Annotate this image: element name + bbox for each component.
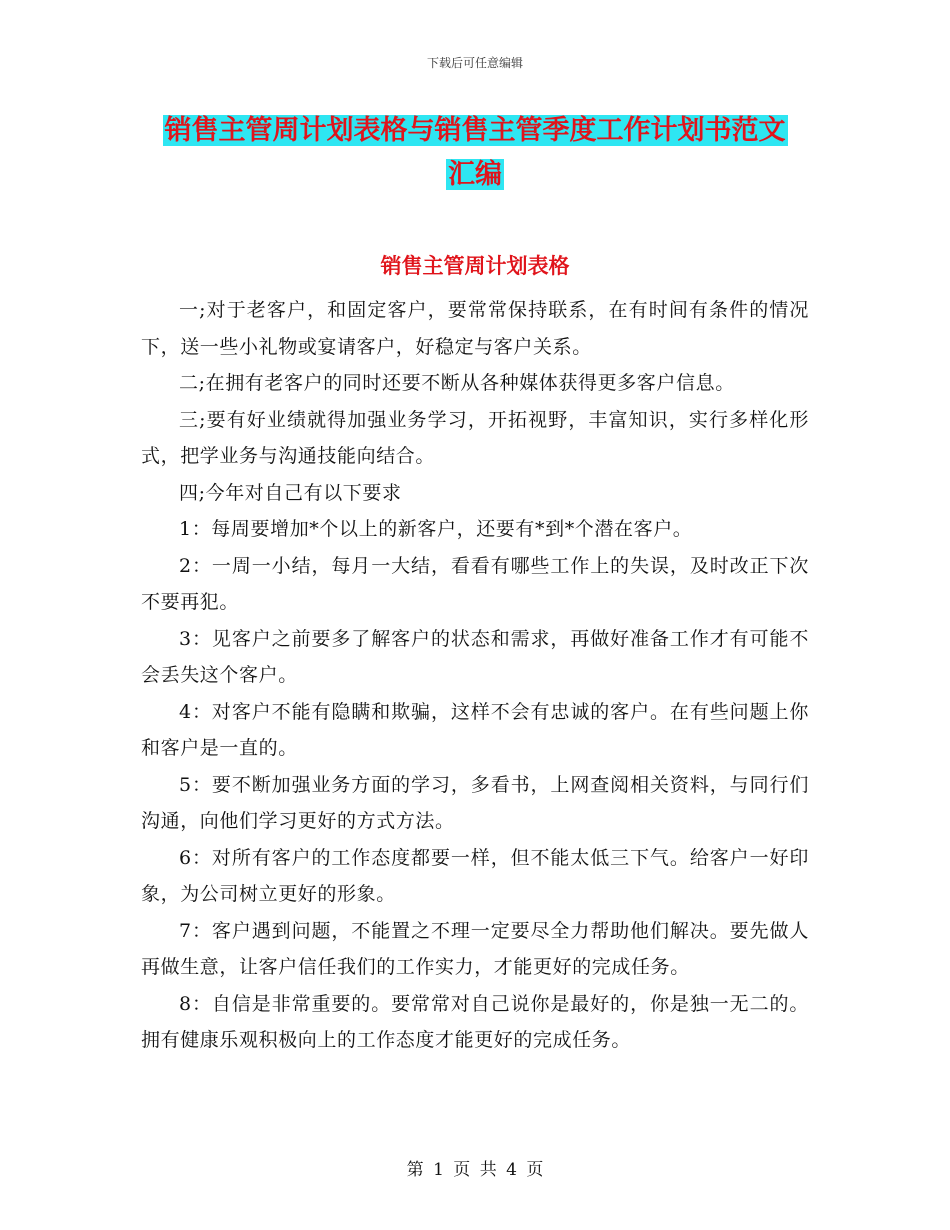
paragraph: 8：自信是非常重要的。要常常对自己说你是最好的，你是独一无二的。拥有健康乐观积极向上的工作态度才能更好的完成任务。	[141, 992, 809, 1051]
document-title	[140, 108, 810, 154]
paragraph: 四;今年对自己有以下要求	[179, 481, 402, 504]
section-title: 销售主管周计划表格	[380, 254, 570, 278]
paragraph: 三;要有好业绩就得加强业务学习，开拓视野，丰富知识，实行多样化形式，把学业务与沟通技能向结合。	[141, 408, 809, 467]
document-title-continued	[140, 152, 810, 198]
document-title-line-2: 汇编	[448, 159, 502, 190]
paragraph: 7：客户遇到问题，不能置之不理一定要尽全力帮助他们解决。要先做人再做生意，让客户信任我们的工作实力，才能更好的完成任务。	[141, 919, 809, 978]
paragraph: 5：要不断加强业务方面的学习，多看书，上网查阅相关资料，与同行们沟通，向他们学习更好的方式方法。	[141, 773, 809, 832]
document-body	[141, 292, 809, 1059]
paragraph: 4：对客户不能有隐瞒和欺骗，这样不会有忠诚的客户。在有些问题上你和客户是一直的。	[141, 700, 809, 759]
paragraph: 1：每周要增加*个以上的新客户，还要有*到*个潜在客户。	[179, 518, 693, 540]
paragraph: 2：一周一小结，每月一大结，看看有哪些工作上的失误，及时改正下次不要再犯。	[141, 554, 809, 613]
page-number-footer: 第 1 页 共 4 页	[406, 1160, 544, 1180]
paragraph: 二;在拥有老客户的同时还要不断从各种媒体获得更多客户信息。	[179, 372, 735, 394]
paragraph: 3：见客户之前要多了解客户的状态和需求，再做好准备工作才有可能不会丢失这个客户。	[141, 627, 809, 686]
paragraph: 一;对于老客户，和固定客户，要常常保持联系，在有时间有条件的情况下，送一些小礼物或宴请客户，好稳定与客户关系。	[141, 299, 809, 358]
paragraph: 6：对所有客户的工作态度都要一样，但不能太低三下气。给客户一好印象，为公司树立更好的形象。	[141, 846, 809, 905]
header-note: 下载后可任意编辑	[426, 56, 523, 70]
document-title-line-1: 销售主管周计划表格与销售主管季度工作计划书范文	[164, 115, 786, 146]
